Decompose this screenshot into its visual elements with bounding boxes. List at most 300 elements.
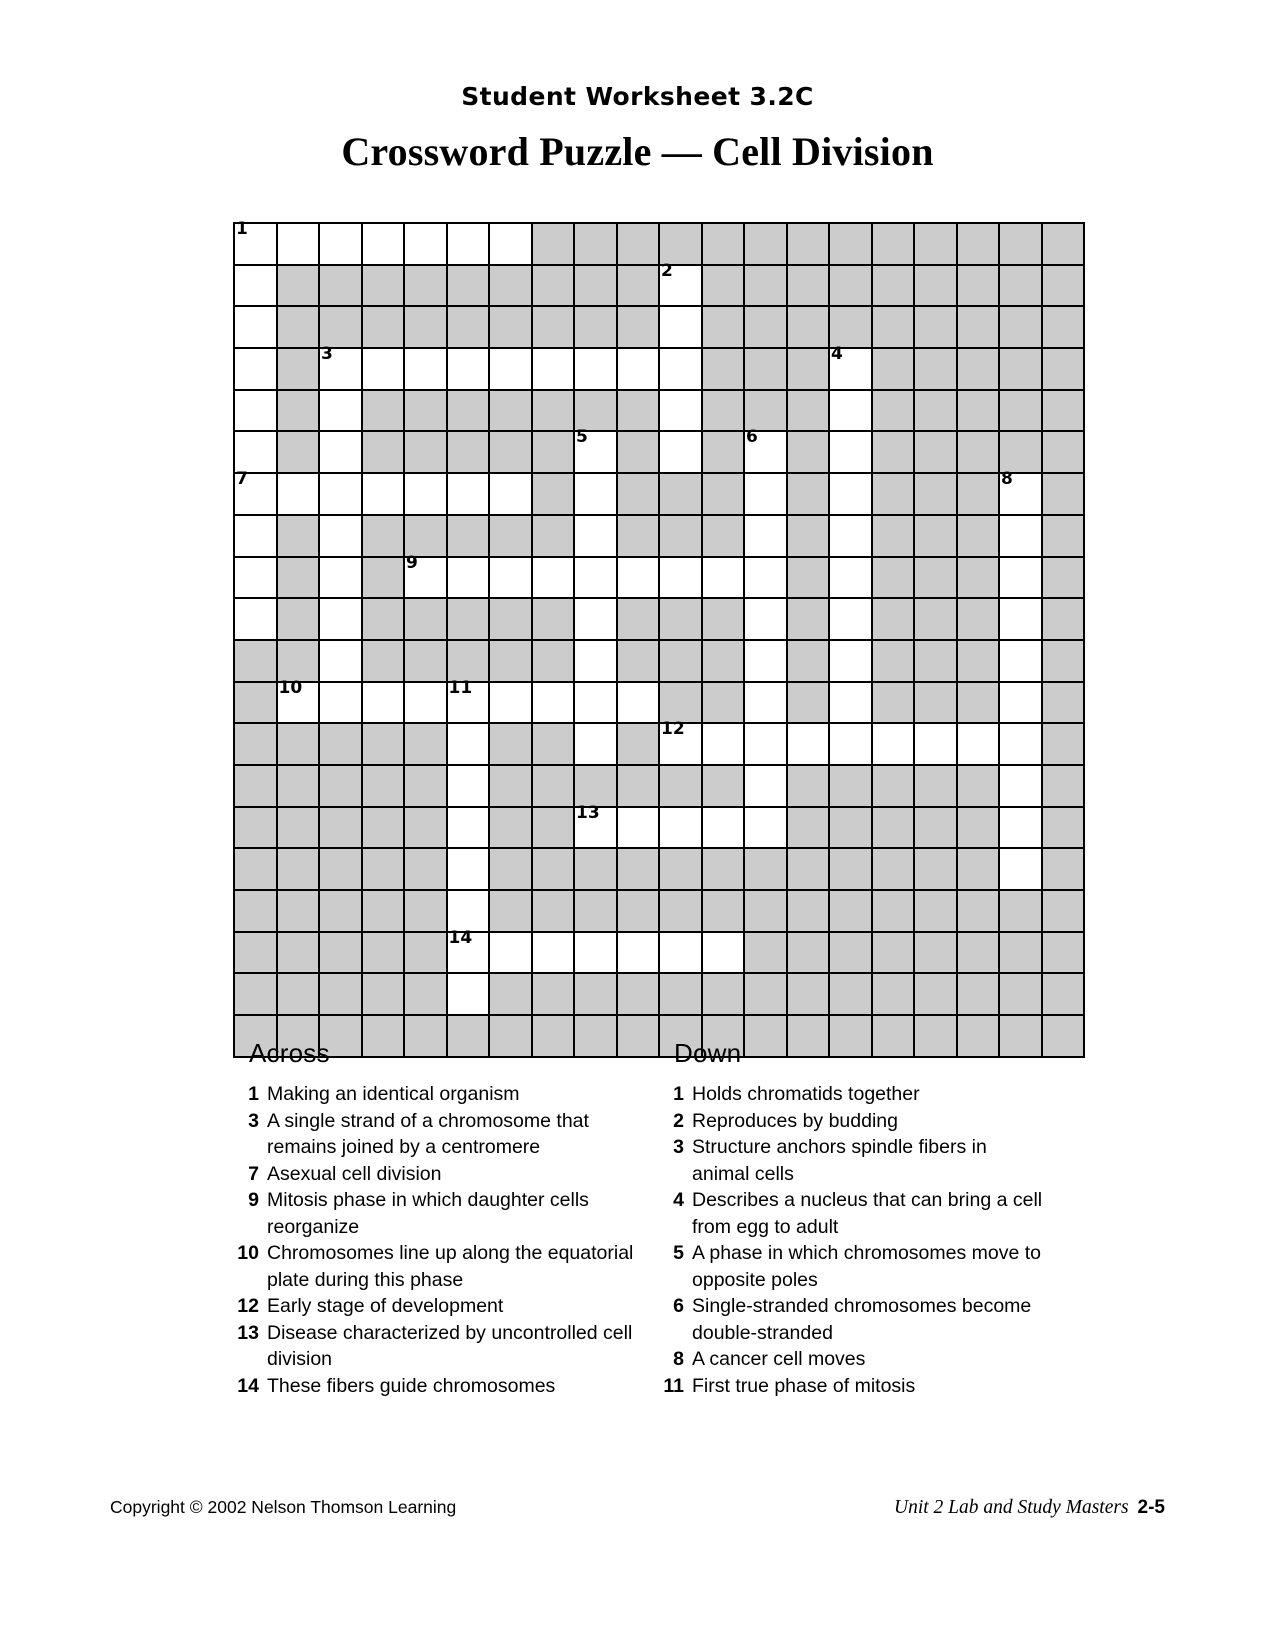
crossword-cell-block	[999, 390, 1042, 432]
crossword-cell-open[interactable]	[574, 348, 617, 390]
crossword-cell-open[interactable]	[447, 348, 490, 390]
crossword-cell-block	[744, 973, 787, 1015]
crossword-cell-block	[319, 848, 362, 890]
crossword-cell-block	[829, 848, 872, 890]
crossword-cell-block	[234, 932, 277, 974]
crossword-cell-block	[659, 598, 702, 640]
cell-number: 11	[448, 677, 473, 698]
crossword-cell-block	[234, 723, 277, 765]
crossword-cell-open[interactable]	[404, 682, 447, 724]
crossword-cell-block	[532, 807, 575, 849]
crossword-cell-open[interactable]	[744, 557, 787, 599]
crossword-cell-open[interactable]	[574, 557, 617, 599]
crossword-cell-block	[957, 431, 1000, 473]
crossword-cell-open[interactable]	[999, 557, 1042, 599]
crossword-cell-open[interactable]	[617, 932, 660, 974]
crossword-cell-open[interactable]	[702, 932, 745, 974]
crossword-cell-block	[404, 890, 447, 932]
crossword-cell-block	[362, 306, 405, 348]
crossword-cell-open[interactable]	[829, 640, 872, 682]
crossword-cell-block	[787, 807, 830, 849]
clue-text: First true phase of mitosis	[692, 1374, 916, 1397]
clue-number: 9	[248, 1189, 259, 1211]
crossword-cell-block	[617, 598, 660, 640]
crossword-cell-open[interactable]	[829, 723, 872, 765]
crossword-row	[234, 973, 1084, 1015]
crossword-cell-open[interactable]	[404, 348, 447, 390]
crossword-cell-block	[957, 890, 1000, 932]
crossword-cell-open[interactable]	[447, 557, 490, 599]
crossword-cell-block	[872, 473, 915, 515]
crossword-cell-block	[1042, 473, 1085, 515]
crossword-cell-open[interactable]	[489, 223, 532, 265]
crossword-cell-open[interactable]	[574, 598, 617, 640]
crossword-cell-block	[702, 682, 745, 724]
clue-text: These fibers guide chromosomes	[267, 1374, 556, 1397]
crossword-cell-block	[277, 723, 320, 765]
crossword-cell-block	[872, 306, 915, 348]
crossword-cell-block	[702, 765, 745, 807]
crossword-cell-block	[702, 515, 745, 557]
crossword-cell-open[interactable]	[532, 932, 575, 974]
crossword-cell-open[interactable]	[999, 765, 1042, 807]
crossword-cell-block	[489, 807, 532, 849]
crossword-cell-open[interactable]	[319, 515, 362, 557]
clue-text: Early stage of development	[267, 1295, 504, 1317]
crossword-cell-block	[787, 640, 830, 682]
clue-number: 4	[673, 1189, 684, 1211]
crossword-cell-open[interactable]	[574, 427, 617, 473]
crossword-cell-open[interactable]	[659, 306, 702, 348]
crossword-cell-block	[957, 223, 1000, 265]
crossword-cell-block	[1042, 890, 1085, 932]
crossword-cell-open[interactable]	[659, 390, 702, 432]
crossword-cell-block	[362, 848, 405, 890]
crossword-cell-block	[914, 431, 957, 473]
crossword-cell-open[interactable]	[574, 682, 617, 724]
crossword-cell-block	[787, 848, 830, 890]
crossword-cell-open[interactable]	[659, 260, 702, 307]
crossword-cell-open[interactable]	[489, 682, 532, 724]
crossword-cell-block	[787, 306, 830, 348]
cell-number: 12	[661, 719, 685, 740]
crossword-cell-open[interactable]	[319, 473, 362, 515]
crossword-cell-block	[744, 265, 787, 307]
crossword-row	[234, 390, 1084, 432]
crossword-cell-block	[532, 265, 575, 307]
crossword-cell-open[interactable]	[829, 598, 872, 640]
clue-item	[658, 1293, 1043, 1346]
crossword-cell-open[interactable]	[744, 723, 787, 765]
crossword-cell-block	[744, 306, 787, 348]
clues-section	[233, 1038, 1043, 1399]
clue-text: Holds chromatids together	[692, 1083, 920, 1105]
crossword-cell-open[interactable]	[744, 682, 787, 724]
crossword-cell-open[interactable]	[447, 473, 490, 515]
crossword-cell-block	[872, 807, 915, 849]
clue-item	[658, 1134, 1043, 1187]
crossword-cell-open[interactable]	[319, 390, 362, 432]
crossword-cell-block	[914, 390, 957, 432]
crossword-cell-open[interactable]	[404, 552, 447, 599]
crossword-cell-open[interactable]	[234, 265, 277, 307]
crossword-cell-block	[277, 848, 320, 890]
crossword-cell-block	[1042, 640, 1085, 682]
clue-number: 2	[673, 1109, 684, 1132]
crossword-cell-open[interactable]	[319, 640, 362, 682]
crossword-cell-block	[1042, 1015, 1085, 1057]
crossword-cell-block	[277, 890, 320, 932]
crossword-cell-block	[787, 682, 830, 724]
crossword-cell-open[interactable]	[489, 557, 532, 599]
crossword-cell-open[interactable]	[319, 682, 362, 724]
clue-number: 14	[237, 1374, 259, 1397]
crossword-cell-block	[957, 640, 1000, 682]
crossword-cell-open[interactable]	[447, 223, 490, 265]
crossword-grid[interactable]	[233, 219, 1043, 1016]
crossword-cell-open[interactable]	[702, 807, 745, 849]
crossword-cell-block	[999, 306, 1042, 348]
crossword-cell-block	[957, 765, 1000, 807]
crossword-cell-block	[277, 557, 320, 599]
crossword-cell-block	[1042, 265, 1085, 307]
crossword-cell-open[interactable]	[617, 807, 660, 849]
crossword-cell-open[interactable]	[447, 677, 490, 724]
clue-number: 6	[673, 1295, 684, 1317]
crossword-cell-open[interactable]	[957, 723, 1000, 765]
clue-item	[658, 1240, 1043, 1293]
crossword-cell-block	[1042, 557, 1085, 599]
crossword-cell-block	[1042, 348, 1085, 390]
page-footer	[0, 1497, 1275, 1527]
clue-number: 13	[237, 1321, 259, 1344]
crossword-cell-open[interactable]	[744, 473, 787, 515]
crossword-cell-block	[574, 765, 617, 807]
crossword-cell-open[interactable]	[829, 344, 872, 390]
crossword-cell-block	[489, 515, 532, 557]
clue-item	[233, 1320, 638, 1373]
crossword-cell-open[interactable]	[744, 640, 787, 682]
crossword-cell-open[interactable]	[744, 765, 787, 807]
clue-item	[233, 1108, 638, 1161]
across-column	[233, 1038, 638, 1399]
crossword-cell-open[interactable]	[234, 515, 277, 557]
crossword-cell-open[interactable]	[999, 598, 1042, 640]
clue-item	[658, 1346, 1043, 1373]
cell-number: 9	[406, 552, 418, 573]
crossword-cell-open[interactable]	[829, 557, 872, 599]
crossword-cell-block	[829, 223, 872, 265]
crossword-cell-block	[957, 598, 1000, 640]
crossword-cell-open[interactable]	[574, 723, 617, 765]
crossword-row	[234, 306, 1084, 348]
crossword-cell-open[interactable]	[574, 932, 617, 974]
crossword-cell-block	[914, 348, 957, 390]
crossword-cell-block	[532, 390, 575, 432]
crossword-cell-open[interactable]	[362, 473, 405, 515]
crossword-cell-block	[277, 348, 320, 390]
clue-item	[658, 1373, 1043, 1400]
crossword-cell-open[interactable]	[829, 515, 872, 557]
crossword-cell-block	[872, 515, 915, 557]
crossword-cell-open[interactable]	[617, 682, 660, 724]
crossword-cell-open[interactable]	[744, 427, 787, 473]
crossword-cell-open[interactable]	[659, 719, 702, 765]
clue-item	[233, 1187, 638, 1240]
clue-text: Describes a nucleus that can bring a cell from egg to adult	[692, 1189, 1043, 1238]
crossword-cell-block	[574, 973, 617, 1015]
crossword-cell-open[interactable]	[659, 932, 702, 974]
crossword-cell-open[interactable]	[574, 802, 617, 849]
crossword-cell-block	[277, 515, 320, 557]
crossword-row	[234, 640, 1084, 682]
down-column	[638, 1038, 1043, 1399]
crossword-cell-block	[872, 932, 915, 974]
crossword-cell-block	[702, 890, 745, 932]
crossword-cell-block	[914, 890, 957, 932]
crossword-cell-block	[659, 473, 702, 515]
crossword-cell-open[interactable]	[744, 598, 787, 640]
crossword-cell-open[interactable]	[702, 557, 745, 599]
crossword-cell-open[interactable]	[404, 223, 447, 265]
crossword-cell-block	[957, 682, 1000, 724]
cell-number: 3	[321, 344, 333, 365]
crossword-cell-open[interactable]	[234, 598, 277, 640]
crossword-row	[234, 557, 1084, 599]
crossword-cell-block	[362, 640, 405, 682]
cell-number: 8	[1001, 469, 1013, 490]
crossword-cell-open[interactable]	[532, 348, 575, 390]
crossword-cell-open[interactable]	[404, 473, 447, 515]
crossword-cell-block	[234, 890, 277, 932]
crossword-cell-block	[659, 515, 702, 557]
crossword-cell-block	[404, 723, 447, 765]
crossword-cell-open[interactable]	[234, 557, 277, 599]
crossword-cell-block	[914, 557, 957, 599]
crossword-cell-block	[999, 932, 1042, 974]
crossword-cell-open[interactable]	[617, 348, 660, 390]
crossword-cell-open[interactable]	[829, 431, 872, 473]
clue-item	[233, 1293, 638, 1320]
crossword-cell-open[interactable]	[659, 431, 702, 473]
crossword-cell-open[interactable]	[999, 807, 1042, 849]
crossword-cell-open[interactable]	[702, 723, 745, 765]
clue-text: Asexual cell division	[267, 1162, 442, 1185]
crossword-cell-open[interactable]	[999, 848, 1042, 890]
crossword-cell-open[interactable]	[829, 473, 872, 515]
crossword-cell-block	[489, 265, 532, 307]
crossword-cell-block	[999, 223, 1042, 265]
cell-number: 13	[576, 802, 600, 823]
crossword-cell-block	[1042, 807, 1085, 849]
crossword-cell-open[interactable]	[447, 927, 490, 974]
crossword-cell-block	[744, 223, 787, 265]
crossword-cell-block	[574, 265, 617, 307]
crossword-cell-open[interactable]	[999, 723, 1042, 765]
crossword-cell-block	[999, 431, 1042, 473]
cell-number: 1	[236, 219, 248, 239]
crossword-cell-open[interactable]	[362, 682, 405, 724]
cell-number: 4	[831, 344, 843, 365]
crossword-cell-open[interactable]	[914, 723, 957, 765]
crossword-cell-block	[914, 807, 957, 849]
cell-number: 2	[661, 260, 673, 281]
crossword-cell-open[interactable]	[489, 348, 532, 390]
crossword-cell-block	[277, 598, 320, 640]
cell-number: 14	[448, 927, 473, 948]
crossword-cell-block	[277, 390, 320, 432]
crossword-cell-block	[957, 265, 1000, 307]
crossword-cell-open[interactable]	[532, 682, 575, 724]
crossword-cell-open[interactable]	[447, 890, 490, 932]
clue-text: Single-stranded chromosomes become double-stranded	[692, 1295, 1032, 1344]
across-clue-list	[233, 1081, 638, 1399]
crossword-cell-open[interactable]	[999, 515, 1042, 557]
crossword-cell-block	[787, 932, 830, 974]
crossword-cell-block	[702, 598, 745, 640]
crossword-cell-block	[829, 890, 872, 932]
crossword-cell-open[interactable]	[617, 557, 660, 599]
crossword-cell-block	[362, 390, 405, 432]
down-clue-list	[658, 1081, 1043, 1399]
crossword-cell-block	[319, 973, 362, 1015]
crossword-cell-block	[787, 473, 830, 515]
crossword-cell-open[interactable]	[447, 765, 490, 807]
crossword-cell-block	[362, 973, 405, 1015]
crossword-cell-open[interactable]	[489, 473, 532, 515]
crossword-cell-block	[489, 390, 532, 432]
crossword-cell-block	[617, 765, 660, 807]
crossword-row	[234, 723, 1084, 765]
crossword-cell-block	[362, 598, 405, 640]
crossword-row	[234, 348, 1084, 390]
crossword-cell-open[interactable]	[234, 219, 277, 265]
crossword-cell-block	[914, 473, 957, 515]
crossword-cell-open[interactable]	[829, 682, 872, 724]
crossword-cell-open[interactable]	[447, 723, 490, 765]
crossword-cell-open[interactable]	[234, 306, 277, 348]
crossword-cell-block	[447, 640, 490, 682]
crossword-cell-open[interactable]	[659, 807, 702, 849]
crossword-cell-open[interactable]	[319, 598, 362, 640]
crossword-cell-block	[404, 848, 447, 890]
crossword-cell-block	[957, 932, 1000, 974]
crossword-cell-open[interactable]	[829, 390, 872, 432]
crossword-cell-block	[447, 598, 490, 640]
crossword-cell-block	[447, 306, 490, 348]
crossword-cell-open[interactable]	[532, 557, 575, 599]
crossword-cell-open[interactable]	[744, 515, 787, 557]
crossword-cell-open[interactable]	[489, 932, 532, 974]
crossword-cell-block	[744, 390, 787, 432]
crossword-cell-block	[489, 848, 532, 890]
crossword-cell-open[interactable]	[319, 223, 362, 265]
page-title: Crossword Puzzle — Cell Division	[341, 129, 934, 174]
clue-item	[233, 1081, 638, 1108]
crossword-cell-block	[914, 682, 957, 724]
crossword-cell-block	[702, 848, 745, 890]
worksheet-label: Student Worksheet 3.2C	[461, 82, 814, 111]
crossword-cell-open[interactable]	[234, 348, 277, 390]
crossword-cell-open[interactable]	[872, 723, 915, 765]
crossword-cell-open[interactable]	[362, 348, 405, 390]
crossword-cell-block	[999, 348, 1042, 390]
crossword-cell-block	[659, 223, 702, 265]
crossword-cell-block	[617, 306, 660, 348]
crossword-cell-block	[914, 515, 957, 557]
crossword-cell-open[interactable]	[234, 390, 277, 432]
crossword-cell-open[interactable]	[999, 640, 1042, 682]
crossword-cell-open[interactable]	[999, 469, 1042, 515]
crossword-cell-block	[914, 598, 957, 640]
crossword-cell-open[interactable]	[999, 682, 1042, 724]
crossword-cell-open[interactable]	[447, 807, 490, 849]
crossword-cell-block	[787, 431, 830, 473]
crossword-row	[234, 890, 1084, 932]
crossword-cell-open[interactable]	[574, 473, 617, 515]
crossword-cell-block	[532, 598, 575, 640]
crossword-cell-open[interactable]	[234, 431, 277, 473]
crossword-cell-open[interactable]	[277, 223, 320, 265]
crossword-cell-block	[914, 848, 957, 890]
crossword-cell-open[interactable]	[744, 807, 787, 849]
crossword-cell-open[interactable]	[277, 473, 320, 515]
crossword-cell-block	[1042, 932, 1085, 974]
crossword-cell-block	[829, 973, 872, 1015]
crossword-cell-open[interactable]	[574, 640, 617, 682]
crossword-table[interactable]	[233, 219, 1085, 1058]
crossword-cell-block	[872, 390, 915, 432]
crossword-cell-block	[319, 807, 362, 849]
crossword-cell-open[interactable]	[277, 677, 320, 724]
crossword-cell-block	[659, 890, 702, 932]
crossword-cell-block	[999, 973, 1042, 1015]
crossword-cell-open[interactable]	[362, 223, 405, 265]
crossword-cell-open[interactable]	[574, 515, 617, 557]
crossword-cell-block	[574, 390, 617, 432]
crossword-cell-block	[489, 306, 532, 348]
crossword-cell-block	[617, 723, 660, 765]
cell-number: 7	[236, 469, 248, 490]
crossword-cell-block	[532, 723, 575, 765]
crossword-cell-open[interactable]	[787, 723, 830, 765]
clue-number: 8	[673, 1348, 684, 1370]
crossword-cell-block	[702, 390, 745, 432]
crossword-cell-block	[702, 640, 745, 682]
crossword-cell-block	[914, 640, 957, 682]
crossword-row	[234, 431, 1084, 473]
crossword-cell-open[interactable]	[447, 848, 490, 890]
crossword-cell-open[interactable]	[319, 557, 362, 599]
crossword-cell-block	[532, 765, 575, 807]
crossword-cell-open[interactable]	[234, 469, 277, 515]
crossword-cell-block	[1042, 515, 1085, 557]
crossword-cell-open[interactable]	[319, 344, 362, 390]
crossword-cell-block	[702, 223, 745, 265]
crossword-cell-block	[234, 640, 277, 682]
crossword-cell-block	[319, 890, 362, 932]
crossword-cell-block	[617, 265, 660, 307]
crossword-cell-open[interactable]	[319, 431, 362, 473]
crossword-cell-block	[1042, 765, 1085, 807]
crossword-cell-block	[234, 848, 277, 890]
crossword-cell-block	[872, 848, 915, 890]
crossword-cell-open[interactable]	[659, 348, 702, 390]
crossword-cell-block	[489, 890, 532, 932]
crossword-cell-open[interactable]	[447, 973, 490, 1015]
crossword-row	[234, 932, 1084, 974]
crossword-cell-open[interactable]	[659, 557, 702, 599]
